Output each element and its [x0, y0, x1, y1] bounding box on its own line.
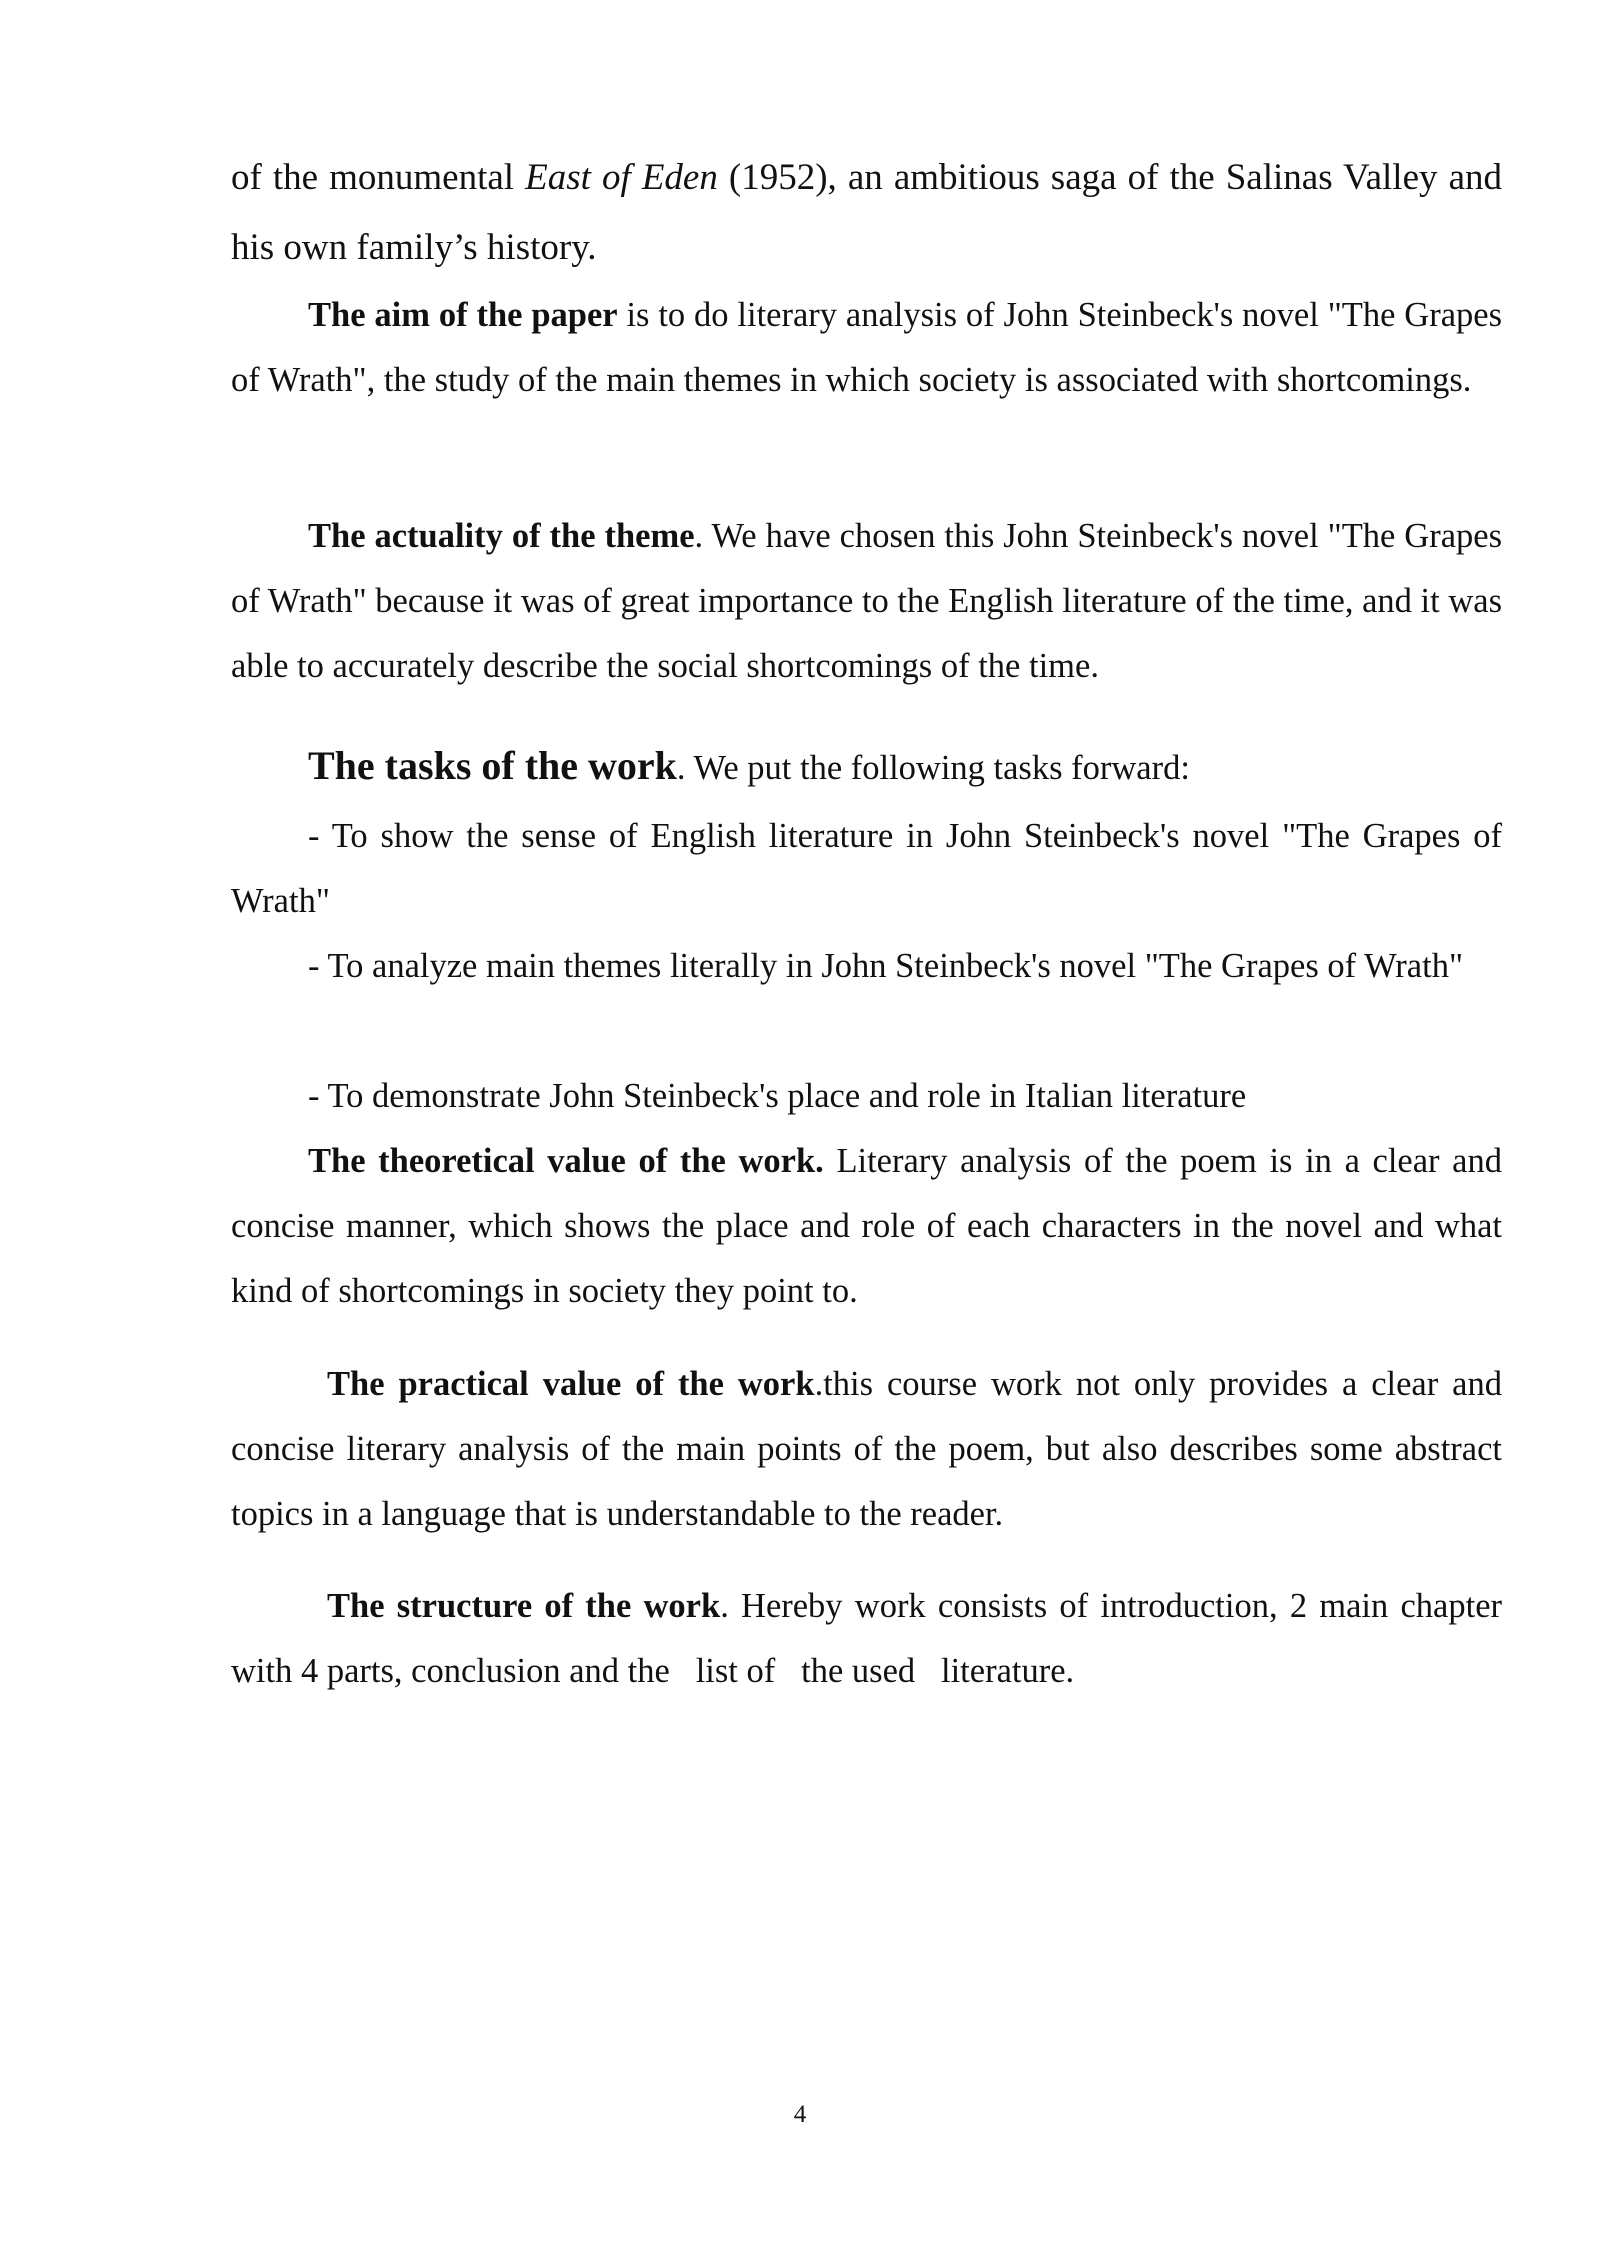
- actuality-paragraph: [231, 504, 1502, 699]
- actuality-label: The actuality of the theme: [308, 517, 695, 555]
- structure-text: . Hereby work consists of introduction, 2 main chapter with 4 parts, conclusion and the list of the used literature.: [231, 1587, 1511, 1690]
- practical-text: .this course work not only provides a clear and concise literary analysis of the main points of the poem, but also describes some abstract topics in a language that is understandable to the reader.: [231, 1365, 1502, 1533]
- theoretical-label: The theoretical value of the work.: [308, 1142, 824, 1180]
- structure-paragraph: [231, 1574, 1511, 1704]
- tasks-label: The tasks of the work: [308, 743, 677, 788]
- tasks-paragraph: [231, 733, 1502, 801]
- aim-text: is to do literary analysis of John Steinbeck's novel "The Grapes of Wrath", the study of the main themes in which society is associated with shortcomings.: [231, 296, 1502, 399]
- aim-paragraph: [231, 283, 1502, 413]
- task-item-1: - To show the sense of English literature in John Steinbeck's novel "The Grapes of Wrath": [231, 817, 1502, 920]
- tasks-text: . We put the following tasks forward:: [676, 749, 1190, 787]
- intro-text-post: (1952), an ambitious saga of the Salinas Valley and his own family’s history.: [231, 157, 1502, 268]
- intro-paragraph: [231, 143, 1502, 283]
- book-title-east-of-eden: East of Eden: [525, 157, 718, 198]
- practical-paragraph: [231, 1352, 1502, 1547]
- actuality-text: . We have chosen this John Steinbeck's novel "The Grapes of Wrath" because it was of great importance to the English literature of the time, and it was able to accurately describe the social shortcomings of the time.: [231, 517, 1502, 685]
- task-item-3: - To demonstrate John Steinbeck's place and role in Italian literature: [308, 1077, 1247, 1115]
- practical-label: The practical value of the work: [327, 1365, 815, 1403]
- task-item-2: - To analyze main themes literally in John Steinbeck's novel "The Grapes of Wrath": [308, 947, 1464, 985]
- page-number: 4: [793, 2101, 807, 2128]
- structure-label: The structure of the work: [327, 1587, 721, 1625]
- intro-text-pre: of the monumental: [231, 157, 526, 198]
- theoretical-text: Literary analysis of the poem is in a clear and concise manner, which shows the place and role of each characters in the novel and what kind of shortcomings in society they point to.: [231, 1142, 1502, 1310]
- theoretical-paragraph: [231, 1129, 1502, 1324]
- aim-label: The aim of the paper: [308, 296, 618, 334]
